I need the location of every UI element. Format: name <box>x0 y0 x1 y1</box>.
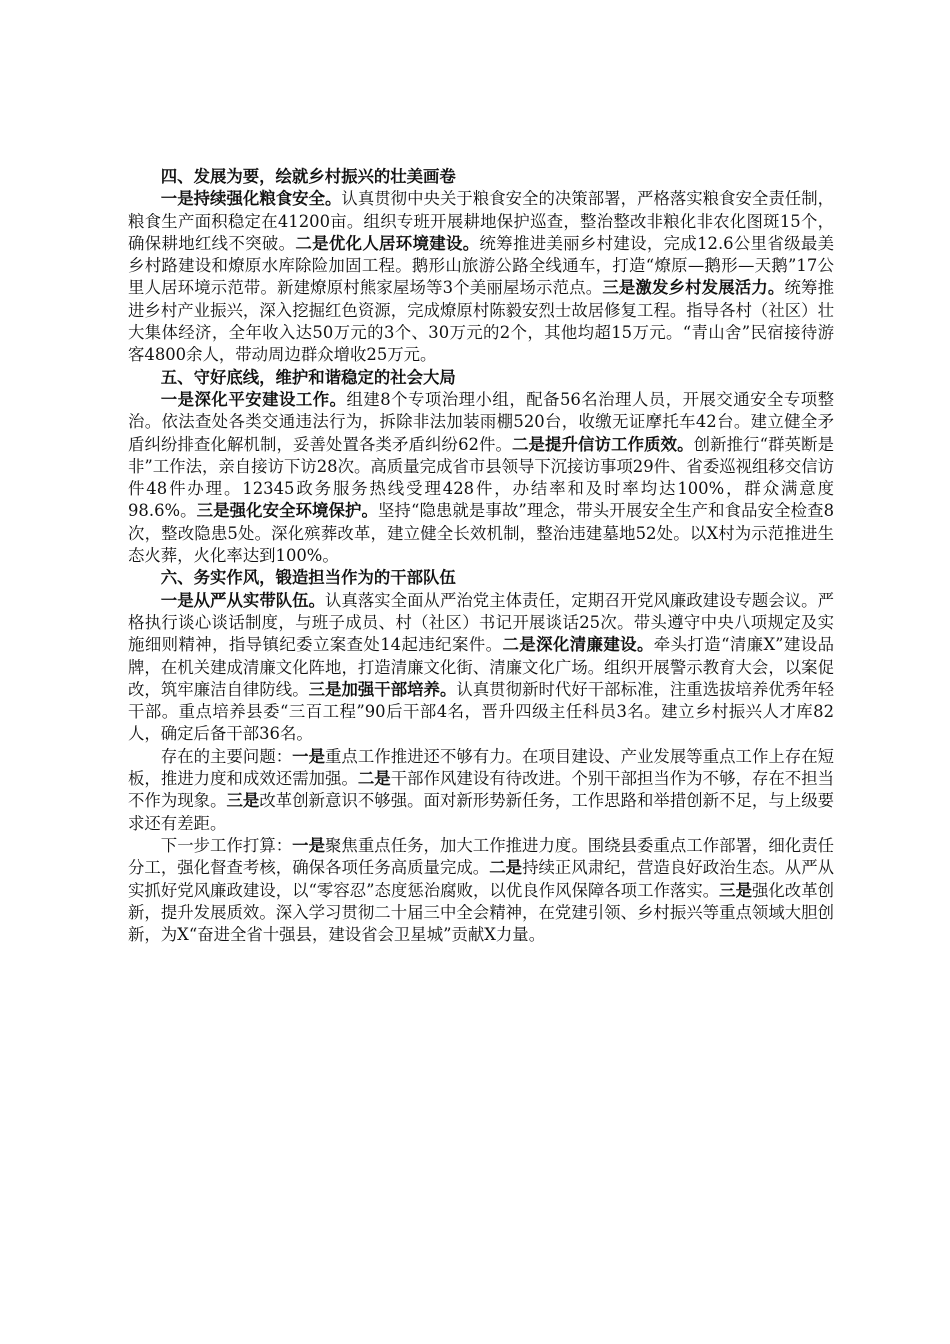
highlight-problem-one: 一是 <box>292 746 326 766</box>
text-plan-three: 强化改革创新，提升发展质效。深入学习贯彻二十届三中全会精神，在党建引领、乡村振兴等重点领域大胆创新，为X“奋进全省十强县，建设省会卫星城”贡献X力量。 <box>128 880 835 945</box>
text-petition-work: 创新推行“群英断是非”工作法，亲自接访下访28次。高质量完成省市县领导下沉接访事项29件、省委巡视组移交信访件48件办理。12345政务服务热线受理428件，办结率和及时率均达100%，群众满意度98.6%。 <box>128 434 834 521</box>
highlight-plan-one: 一是 <box>292 835 326 855</box>
text-plans-lead: 下一步工作打算： <box>160 835 293 855</box>
highlight-integrity-building: 二是深化清廉建设。 <box>502 635 654 655</box>
text-food-security: 认真贯彻中央关于粮食安全的决策部署，严格落实粮食安全责任制，粮食生产面积稳定在41200亩。组织专班开展耕地保护巡查，整治整改非粮化非农化图斑15个，确保耕地红线不突破。 <box>128 189 834 253</box>
text-cadre-training: 认真贯彻新时代好干部标准，注重选拔培养优秀年轻干部。重点培养县委“三百工程”90后干部4名，晋升四级主任科员3名。建立乡村振兴人才库82人，确定后备干部36名。 <box>128 679 835 744</box>
highlight-living-environment: 二是优化人居环境建设。 <box>295 233 480 253</box>
document-body <box>128 166 834 946</box>
paragraph-main-problems <box>128 746 834 835</box>
text-integrity-building: 牵头打造“清廉X”建设品牌，在机关建成清廉文化阵地，打造清廉文化街、清廉文化广场。组织开展警示教育大会，以案促改，筑牢廉洁自律防线。 <box>128 635 835 699</box>
highlight-cadre-training: 三是加强干部培养。 <box>308 679 457 699</box>
highlight-plan-three: 三是 <box>719 880 752 900</box>
text-problem-two: 干部作风建设有待改进。个别干部担当作为不够，存在不担当不作为现象。 <box>128 769 835 811</box>
text-safety-construction: 组建8个专项治理小组，配备56名治理人员，开展交通安全专项整治。依法查处各类交通违法行为，拆除非法加装雨棚520台，收缴无证摩托车42台。建立健全矛盾纠纷排查化解机制，妥善处置各类矛盾纠纷62件。 <box>128 389 835 454</box>
highlight-environment-protection: 三是强化安全环境保护。 <box>196 501 378 521</box>
text-problem-one: 重点工作推进还不够有力。在项目建设、产业发展等重点工作上存在短板，推进力度和成效还需加强。 <box>128 746 835 789</box>
highlight-strict-team: 一是从严从实带队伍。 <box>160 590 325 610</box>
paragraph-next-steps <box>128 835 834 946</box>
text-problems-lead: 存在的主要问题： <box>160 746 293 766</box>
text-environment-protection: 坚持“隐患就是事故”理念，带头开展安全生产和食品安全检查8次，整改隐患5处。深化殡葬改革，建立健全长效机制，整治违建墓地52处。以X村为示范推进生态火葬，火化率达到100%。 <box>128 501 834 566</box>
section-heading-rural-revitalization: 四、发展为要，绘就乡村振兴的壮美画卷 <box>160 167 456 186</box>
section-heading-social-stability: 五、守好底线，维护和谐稳定的社会大局 <box>160 367 456 387</box>
highlight-problem-two: 二是 <box>357 769 391 789</box>
text-plan-one: 聚焦重点任务，加大工作推进力度。围绕县委重点工作部署，细化责任分工，强化督查考核，确保各项任务高质量完成。 <box>128 835 835 878</box>
text-living-environment: 统筹推进美丽乡村建设，完成12.6公里省级最美乡村路建设和燎原水库除险加固工程。鹅形山旅游公路全线通车，打造“燎原—鹅形—天鹅”17公里人居环境示范带。新建燎原村熊家屋场等3个美丽屋场示范点。 <box>128 233 835 298</box>
paragraph-social-stability <box>128 389 834 567</box>
text-rural-vitality: 统筹推进乡村产业振兴，深入挖掘红色资源，完成燎原村陈毅安烈士故居修复工程。指导各村（社区）壮大集体经济，全年收入达50万元的3个、30万元的2个，其他均超15万元。“青山舍”民宿接待游客4800余人，带动周边群众增收25万元。 <box>128 278 834 365</box>
section-heading-cadre-team: 六、务实作风，锻造担当作为的干部队伍 <box>160 568 456 588</box>
highlight-petition-work: 二是提升信访工作质效。 <box>512 434 694 454</box>
highlight-safety-construction: 一是深化平安建设工作。 <box>160 389 347 409</box>
text-problem-three: 改革创新意识不够强。面对新形势新任务，工作思路和举措创新不足，与上级要求还有差距。 <box>128 791 835 833</box>
highlight-food-security: 一是持续强化粮食安全。 <box>160 189 342 209</box>
text-strict-team: 认真落实全面从严治党主体责任，定期召开党风廉政建设专题会议。严格执行谈心谈话制度，与班子成员、村（社区）书记开展谈话25次。带头遵守中央八项规定及实施细则精神，指导镇纪委立案查处14起违纪案件。 <box>128 590 834 655</box>
highlight-problem-three: 三是 <box>226 791 260 811</box>
paragraph-cadre-team <box>128 590 834 746</box>
paragraph-rural-revitalization <box>128 188 834 366</box>
text-plan-two: 持续正风肃纪，营造良好政治生态。从严从实抓好党风廉政建设，以“零容忍”态度惩治腐败，以优良作风保障各项工作落实。 <box>128 858 835 900</box>
highlight-plan-two: 二是 <box>489 858 523 878</box>
highlight-rural-vitality: 三是激发乡村发展活力。 <box>602 278 785 298</box>
